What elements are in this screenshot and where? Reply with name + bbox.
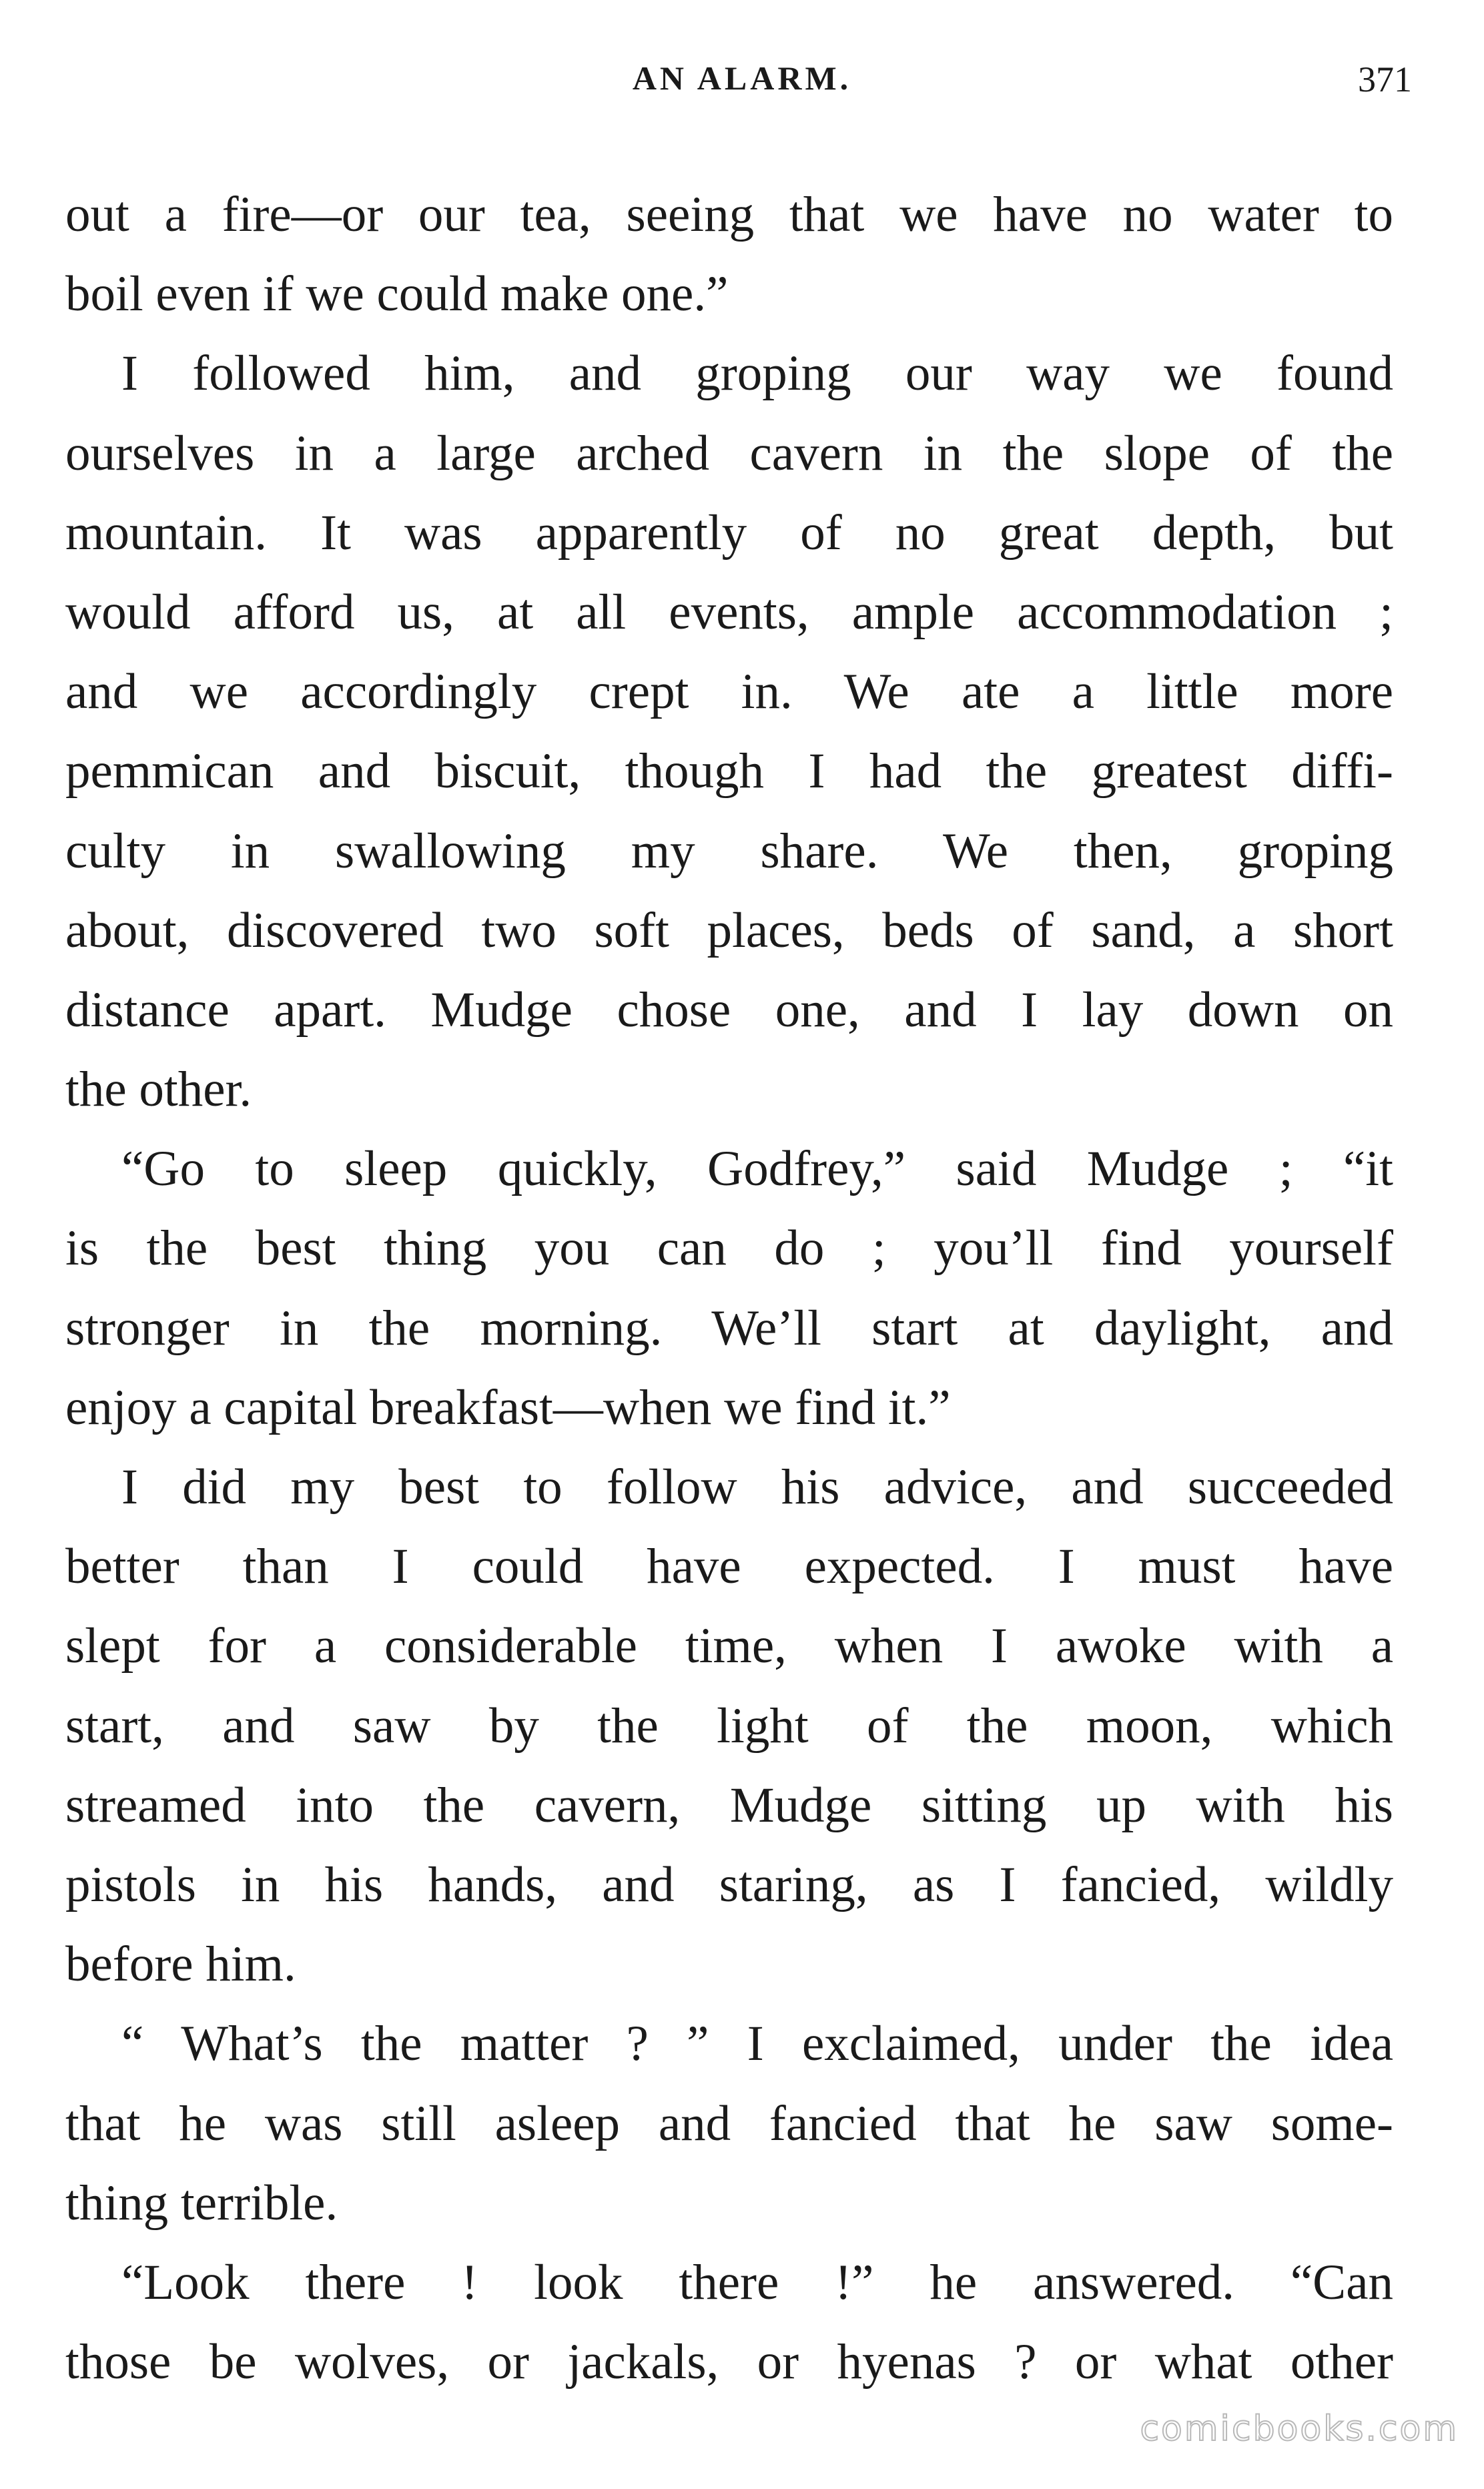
text-line: that he was still asleep and fancied that he saw some- — [65, 2095, 1393, 2151]
text-line: better than I could have expected. I must have — [65, 1539, 1393, 1595]
text-line: about, discovered two soft places, beds of sand, a short — [65, 902, 1393, 958]
text-line: would afford us, at all events, ample accommodation ; — [65, 584, 1393, 640]
text-line: enjoy a capital breakfast—when we find it.” — [65, 1379, 951, 1435]
text-line: boil even if we could make one.” — [65, 266, 729, 322]
text-line: culty in swallowing my share. We then, groping — [65, 823, 1393, 879]
text-line: those be wolves, or jackals, or hyenas ? or what other — [65, 2334, 1393, 2390]
text-line: the other. — [65, 1062, 252, 1118]
watermark: comicbooks.com — [1140, 2409, 1459, 2449]
text-line: stronger in the morning. We’ll start at daylight, and — [65, 1300, 1393, 1356]
text-line: “Go to sleep quickly, Godfrey,” said Mudge ; “it — [121, 1141, 1393, 1197]
text-line: pistols in his hands, and staring, as I fancied, wildly — [65, 1856, 1393, 1912]
text-line: is the best thing you can do ; you’ll find yourself — [65, 1220, 1393, 1277]
paragraph — [65, 2004, 1393, 2243]
text-line: and we accordingly crept in. We ate a little more — [65, 664, 1393, 720]
body-text — [65, 175, 1393, 2402]
paragraph — [65, 1129, 1393, 1447]
paragraph — [65, 2243, 1393, 2402]
text-line: before him. — [65, 1936, 296, 1993]
running-head — [0, 59, 1484, 112]
text-line: “ What’s the matter ? ” I exclaimed, under the idea — [121, 2016, 1393, 2072]
text-line: streamed into the cavern, Mudge sitting up with his — [65, 1777, 1393, 1833]
paragraph — [65, 175, 1393, 334]
text-line: start, and saw by the light of the moon, which — [65, 1698, 1393, 1754]
paragraph — [65, 334, 1393, 1129]
text-line: pemmican and biscuit, though I had the greatest diffi- — [65, 743, 1393, 799]
text-line: thing terrible. — [65, 2175, 338, 2231]
text-line: mountain. It was apparently of no great depth, but — [65, 504, 1393, 561]
text-line: I followed him, and groping our way we found — [121, 346, 1393, 402]
running-title: AN ALARM. — [632, 59, 852, 97]
text-line: out a fire—or our tea, seeing that we have no water to — [65, 187, 1393, 242]
page-number: 371 — [1358, 59, 1412, 99]
text-line: slept for a considerable time, when I awoke with a — [65, 1618, 1393, 1674]
paragraph — [65, 1447, 1393, 2004]
text-line: I did my best to follow his advice, and succeeded — [121, 1459, 1393, 1515]
text-line: ourselves in a large arched cavern in the slope of the — [65, 425, 1393, 481]
text-line: “Look there ! look there !” he answered. “Can — [121, 2254, 1393, 2310]
text-line: distance apart. Mudge chose one, and I lay down on — [65, 982, 1393, 1038]
